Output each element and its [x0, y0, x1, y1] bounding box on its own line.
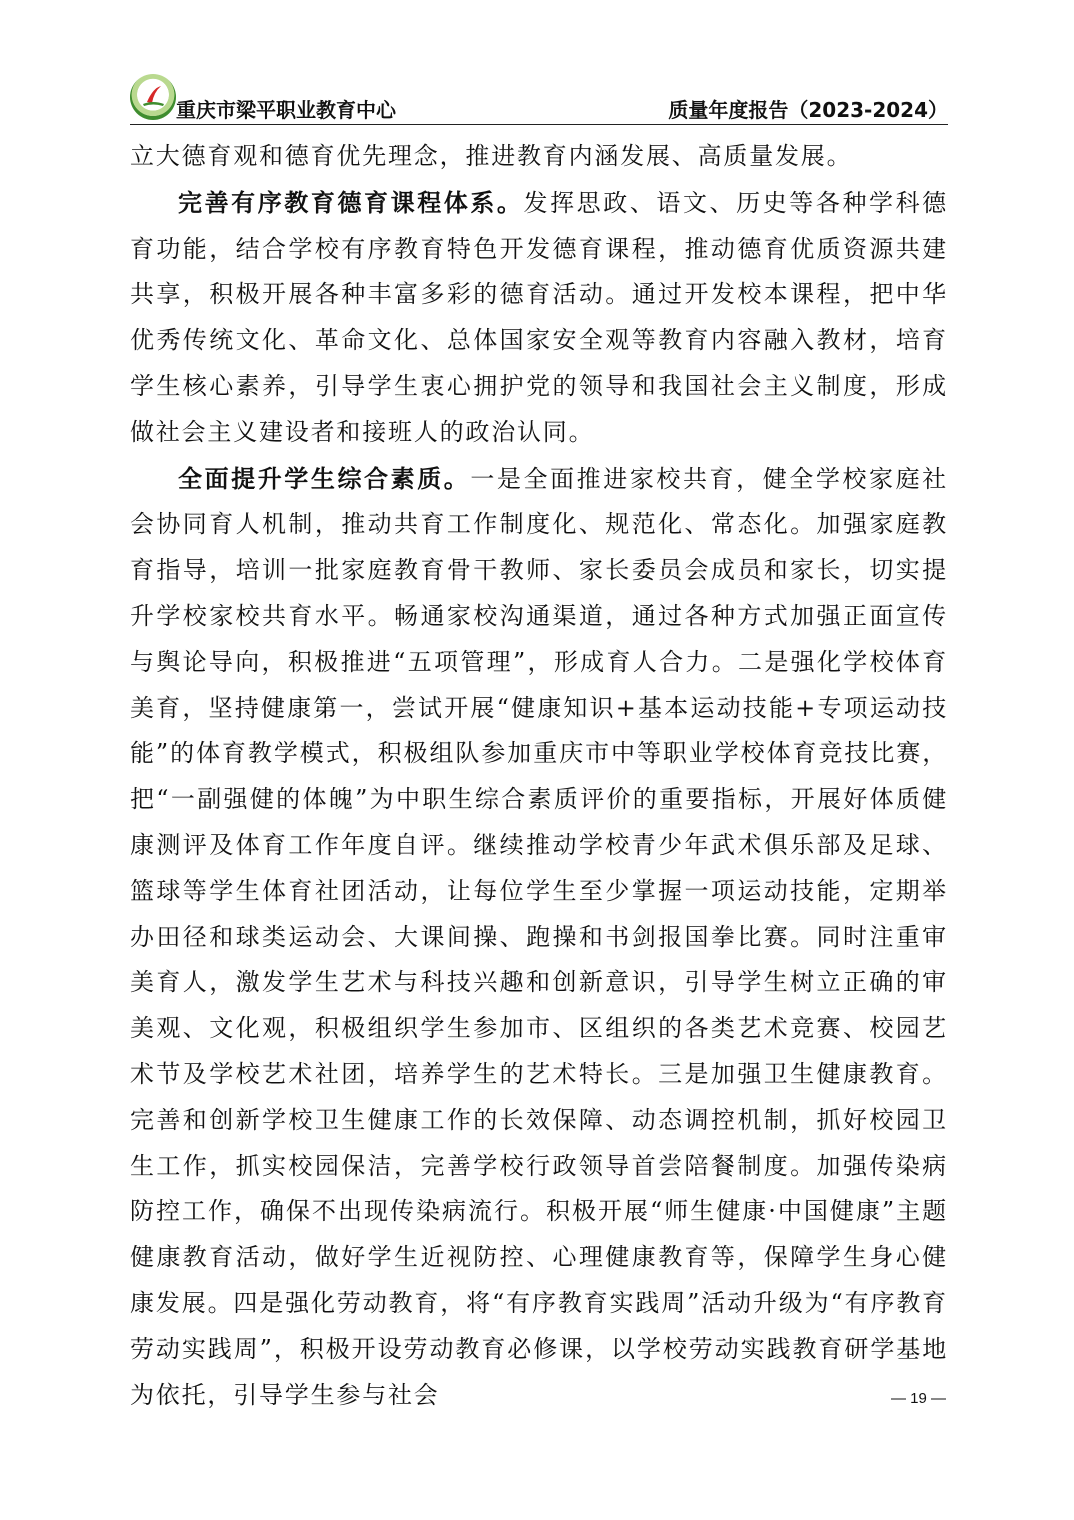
- report-title: 质量年度报告（2023-2024）: [668, 98, 948, 122]
- school-name: 重庆市梁平职业教育中心: [176, 98, 396, 122]
- page-header: [130, 72, 948, 125]
- paragraph-moral-curriculum: [130, 180, 948, 456]
- paragraph-lead-heading: 完善有序教育德育课程体系。: [178, 187, 524, 217]
- document-body: [130, 134, 948, 1418]
- paragraph-student-quality: [130, 456, 948, 1419]
- paragraph-lead-heading: 全面提升学生综合素质。: [178, 463, 471, 493]
- school-emblem-icon: [130, 74, 176, 120]
- paragraph-text: 一是全面推进家校共育，健全学校家庭社会协同育人机制，推动共育工作制度化、规范化、常态化。加强家庭教育指导，培训一批家庭教育骨干教师、家长委员会成员和家长，切实提升学校家校共育水平。畅通家校沟通渠道，通过各种方式加强正面宣传与舆论导向，积极推进“五项管理”，形成育人合力。二是强化学校体育美育，坚持健康第一，尝试开展“健康知识+基本运动技能+专项运动技能”的体育教学模式，积极组队参加重庆市中等职业学校体育竞技比赛，把“一副强健的体魄”为中职生综合素质评价的重要指标，开展好体质健康测评及体育工作年度自评。继续推动学校青少年武术俱乐部及足球、篮球等学生体育社团活动，让每位学生至少掌握一项运动技能，定期举办田径和球类运动会、大课间操、跑操和书剑报国拳比赛。同时注重审美育人，激发学生艺术与科技兴趣和创新意识，引导学生树立正确的审美观、文化观，积极组织学生参加市、区组织的各类艺术竞赛、校园艺术节及学校艺术社团，培养学生的艺术特长。三是加强卫生健康教育。完善和创新学校卫生健康工作的长效保障、动态调控机制，抓好校园卫生工作，抓实校园保洁，完善学校行政领导首尝陪餐制度。加强传染病防控工作，确保不出现传染病流行。积极开展“师生健康·中国健康”主题健康教育活动，做好学生近视防控、心理健康教育等，保障学生身心健康发展。四是强化劳动教育，将“有序教育实践周”活动升级为“有序教育劳动实践周”，积极开设劳动教育必修课，以学校劳动实践教育研学基地为依托，引导学生参与社会: [130, 464, 948, 1409]
- page-number: — 19 —: [890, 1390, 946, 1407]
- continued-paragraph: 立大德育观和德育优先理念，推进教育内涵发展、高质量发展。: [130, 142, 853, 170]
- paragraph-text: 发挥思政、语文、历史等各种学科德育功能，结合学校有序教育特色开发德育课程，推动德育优质资源共建共享，积极开展各种丰富多彩的德育活动。通过开发校本课程，把中华优秀传统文化、革命文化、总体国家安全观等教育内容融入教材，培育学生核心素养，引导学生衷心拥护党的领导和我国社会主义制度，形成做社会主义建设者和接班人的政治认同。: [130, 188, 948, 446]
